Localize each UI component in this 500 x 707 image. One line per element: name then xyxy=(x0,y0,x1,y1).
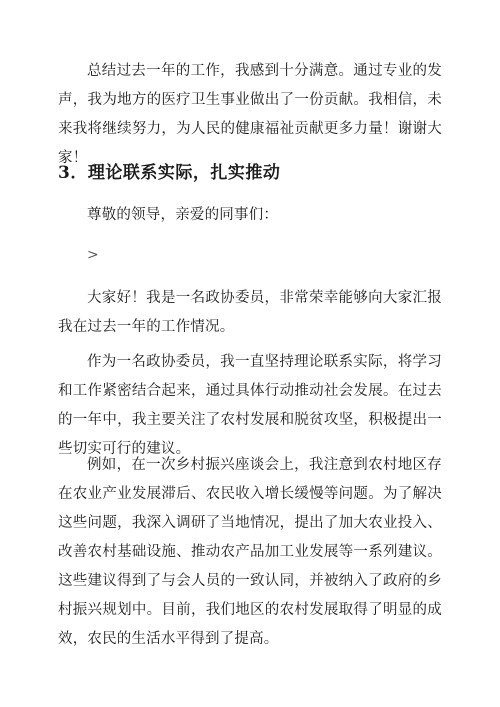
body-paragraph-approach: 作为一名政协委员，我一直坚持理论联系实际，将学习和工作紧密结合起来，通过具体行动推动社会发展。在过去的一年中，我主要关注了农村发展和脱贫攻坚，积极提出一些切实可行的建议。 xyxy=(58,354,442,457)
intro-paragraph: 总结过去一年的工作，我感到十分满意。通过专业的发声，我为地方的医疗卫生事业做出了一份贡献。我相信，未来我将继续努力，为人民的健康福祉贡献更多力量！谢谢大家！ xyxy=(58,63,442,166)
section-heading: 3．理论联系实际，扎实推动 xyxy=(58,163,281,183)
salutation: 尊敬的领导，亲爱的同事们： xyxy=(87,207,279,223)
body-paragraph-greeting: 大家好！我是一名政协委员，非常荣幸能够向大家汇报我在过去一年的工作情况。 xyxy=(58,290,442,335)
list-marker-icon: > xyxy=(87,247,99,263)
body-paragraph-example: 例如，在一次乡村振兴座谈会上，我注意到农村地区存在农业产业发展滞后、农民收入增长缓慢等问题。为了解决这些问题，我深入调研了当地情况，提出了加大农业投入、改善农村基础设施、推动农产品加工业发展等一系列建议。这些建议得到了与会人员的一致认同，并被纳入了政府的乡村振兴规划中。目前，我们地区的农村发展取得了明显的成效，农民的生活水平得到了提高。 xyxy=(58,457,442,647)
